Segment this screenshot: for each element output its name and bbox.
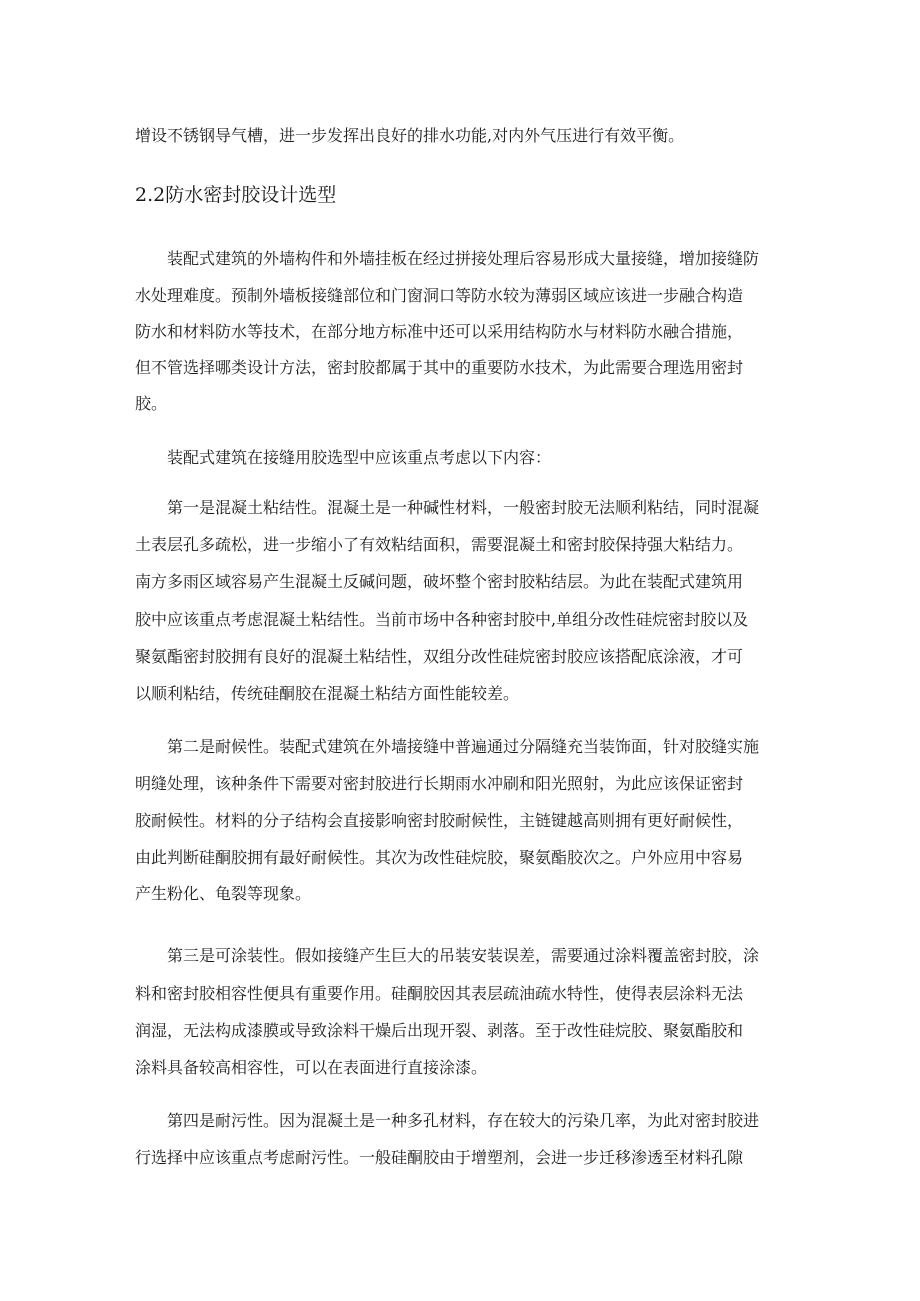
paragraph-line: 装配式建筑的外墙构件和外墙挂板在经过拼接处理后容易形成大量接缝，增加接缝防 <box>167 249 760 268</box>
paragraph-line: 以顺利粘结，传统硅酮胶在混凝土粘结方面性能较差。 <box>135 684 520 703</box>
paragraph-line: 第二是耐候性。装配式建筑在外墙接缝中普遍通过分隔缝充当装饰面，针对胶缝实施 <box>167 737 760 756</box>
paragraph-line: 润湿，无法构成漆膜或导致涂料干燥后出现开裂、剥落。至于改性硅烷胶、聚氨酯胶和 <box>135 1021 744 1040</box>
paragraph-line: 胶。 <box>135 394 168 413</box>
paragraph-line: 但不管选择哪类设计方法，密封胶都属于其中的重要防水技术，为此需要合理选用密封 <box>135 358 744 377</box>
section-heading: 2.2防水密封胶设计选型 <box>135 184 337 206</box>
paragraph-line: 明缝处理，该种条件下需要对密封胶进行长期雨水冲刷和阳光照射，为此应该保证密封 <box>135 774 744 793</box>
paragraph-line: 第一是混凝土粘结性。混凝土是一种碱性材料，一般密封胶无法顺利粘结，同时混凝 <box>167 498 760 517</box>
paragraph-line: 第三是可涂装性。假如接缝产生巨大的吊装安装误差，需要通过涂料覆盖密封胶，涂 <box>167 946 760 965</box>
paragraph-line: 防水和材料防水等技术，在部分地方标准中还可以采用结构防水与材料防水融合措施， <box>135 322 744 341</box>
paragraph-line: 水处理难度。预制外墙板接缝部位和门窗洞口等防水较为薄弱区域应该进一步融合构造 <box>135 286 744 305</box>
paragraph-line: 胶耐候性。材料的分子结构会直接影响密封胶耐候性，主链键越高则拥有更好耐候性， <box>135 811 744 830</box>
paragraph-line: 土表层孔多疏松，进一步缩小了有效粘结面积，需要混凝土和密封胶保持强大粘结力。 <box>135 535 744 554</box>
paragraph-line: 涂料具备较高相容性，可以在表面进行直接涂漆。 <box>135 1058 488 1077</box>
paragraph-line: 南方多雨区域容易产生混凝土反碱问题，破坏整个密封胶粘结层。为此在装配式建筑用 <box>135 572 744 591</box>
intro-line: 增设不锈钢导气槽，进一步发挥出良好的排水功能,对内外气压进行有效平衡。 <box>135 126 685 145</box>
paragraph-line: 第四是耐污性。因为混凝土是一种多孔材料，存在较大的污染几率，为此对密封胶进 <box>167 1111 760 1130</box>
paragraph-line: 胶中应该重点考虑混凝土粘结性。当前市场中各种密封胶中,单组分改性硅烷密封胶以及 <box>135 610 749 629</box>
paragraph-line: 由此判断硅酮胶拥有最好耐候性。其次为改性硅烷胶，聚氨酯胶次之。户外应用中容易 <box>135 848 744 867</box>
paragraph-line: 料和密封胶相容性便具有重要作用。硅酮胶因其表层疏油疏水特性，使得表层涂料无法 <box>135 984 744 1003</box>
paragraph-line: 聚氨酯密封胶拥有良好的混凝土粘结性，双组分改性硅烷密封胶应该搭配底涂液，才可 <box>135 647 744 666</box>
paragraph-line: 产生粉化、龟裂等现象。 <box>135 884 312 903</box>
paragraph-line: 装配式建筑在接缝用胶选型中应该重点考虑以下内容： <box>167 448 552 467</box>
paragraph-line: 行选择中应该重点考虑耐污性。一般硅酮胶由于增塑剂，会进一步迁移渗透至材料孔隙 <box>135 1148 744 1167</box>
